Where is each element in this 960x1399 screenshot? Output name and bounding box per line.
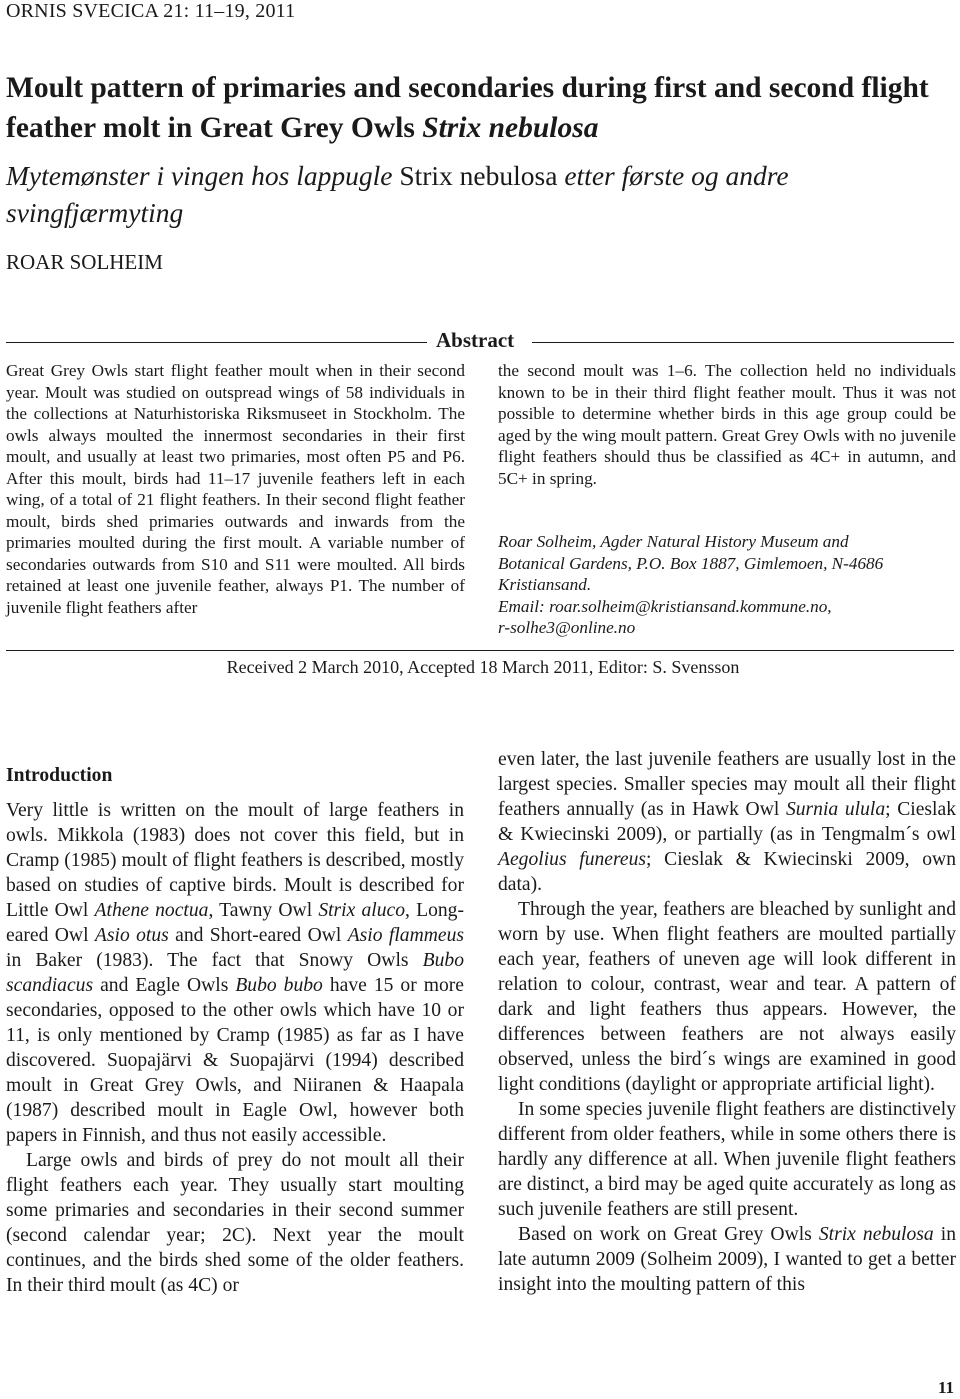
page-number: 11 (937, 1378, 954, 1397)
section-heading-introduction: Introduction (6, 765, 113, 786)
abstract-column-right (498, 360, 956, 639)
title-text: Moult pattern of primaries and secondaries during first and second flight feather molt in Great Grey Owls (6, 72, 929, 144)
author-name: ROAR SOLHEIM (6, 250, 163, 274)
author-affiliation (498, 531, 956, 639)
abstract-rule-right (532, 342, 954, 343)
abstract-heading: Abstract (436, 328, 515, 352)
article-title (6, 68, 946, 148)
body-paragraph: Through the year, feathers are bleached by sunlight and worn by use. When flight feathers are moulted partially each year, feathers of uneven age will look different in relation to colour, contrast, wear and tear. A pattern of dark and light feathers thus appears. However, the differences between feathers are not always easily observed, unless the bird´s wings are examined in good light conditions (daylight or appropriate artificial light). (498, 899, 956, 1095)
body-paragraph: Very little is written on the moult of large feathers in owls. Mikkola (1983) does not cover this field, but in Cramp (1985) moult of flight feathers is described, mostly based on studies of captive birds. Moult is described for Little Owl Athene noctua, Tawny Owl Strix aluco, Long-eared Owl Asio otus and Short-eared Owl Asio flammeus in Baker (1983). The fact that Snowy Owls Bubo scandiacus and Eagle Owls Bubo bubo have 15 or more secondaries, opposed to the other owls which have 10 or 11, is only mentioned by Cramp (1985) as far as I have discovered. Suopajärvi & Suopajärvi (1994) described moult in Great Grey Owls, and Niiranen & Haapala (1987) described moult in Eagle Owl, however both papers in Finnish, and thus not easily accessible. (6, 800, 465, 1146)
abstract-bottom-rule (6, 650, 954, 651)
body-paragraph: In some species juvenile flight feathers are distinctively different from older feathers, while in some others there is hardly any difference at all. When juvenile flight feathers are distinct, a bird may be aged quite accurately as long as such juvenile feathers are still present. (498, 1099, 956, 1220)
subtitle-part2: etter første og andre svingfjærmyting (6, 160, 789, 228)
affiliation-email[interactable]: r-solhe3@online.no (498, 618, 636, 637)
body-paragraph: Large owls and birds of prey do not moult all their flight feathers each year. They usually start moulting some primaries and secondaries in their second summer (second calendar year; 2C). Next year the moult continues, and the birds shed some of the older feathers. In their third moult (as 4C) or (6, 1150, 464, 1296)
abstract-text-left: Great Grey Owls start flight feather moult when in their second year. Moult was studied on outspread wings of 58 individuals in the collections at Naturhistoriska Riksmuseet in Stockholm. The owls always moulted the innermost secondaries in their first moult, and usually at least two primaries, most often P5 and P6. After this moult, birds had 11–17 juvenile feathers left in each wing, of a total of 21 flight feathers. In their second flight feather moult, birds shed primaries outwards and inwards from the primaries moulted during the first moult. A variable number of secondaries outwards from S10 and S11 were moulted. All birds retained at least one juvenile feather, always P1. The number of juvenile flight feathers after (6, 361, 465, 617)
affiliation-line: Kristiansand. (498, 575, 592, 594)
abstract-heading-bar (6, 328, 954, 356)
subtitle-part1: Mytemønster i vingen hos lappugle (6, 160, 400, 191)
abstract-column-left (6, 360, 465, 618)
abstract-text-right: the second moult was 1–6. The collection held no individuals known to be in their third flight feather moult. Thus it was not possible to determine whether birds in this age group could be aged by the wing moult pattern. Great Grey Owls with no juvenile flight feathers should thus be classified as 4C+ in autumn, and 5C+ in spring. (498, 361, 956, 488)
affiliation-line: Botanical Gardens, P.O. Box 1887, Gimlemoen, N-4686 (498, 553, 884, 573)
affiliation-line: Roar Solheim, Agder Natural History Museum and (498, 532, 849, 551)
title-species: Strix nebulosa (422, 112, 599, 144)
affiliation-email[interactable]: Email: roar.solheim@kristiansand.kommune.no, (498, 596, 832, 616)
body-paragraph: Based on work on Great Grey Owls Strix nebulosa in late autumn 2009 (Solheim 2009), I wanted to get a better insight into the moulting pattern of this (498, 1224, 956, 1295)
journal-header: ORNIS SVECICA 21: 11–19, 2011 (6, 0, 296, 22)
abstract-rule-left (6, 342, 427, 343)
body-paragraph: even later, the last juvenile feathers are usually lost in the largest species. Smaller species may moult all their flight feathers annually (as in Hawk Owl Surnia ulula; Cieslak & Kwiecinski 2009), or partially (as in Tengmalm´s owl Aegolius funereus; Cieslak & Kwiecinski 2009, own data). (498, 749, 956, 895)
body-column-left (6, 763, 464, 1298)
received-line: Received 2 March 2010, Accepted 18 March 2011, Editor: S. Svensson (226, 657, 740, 677)
subtitle-species: Strix nebulosa (399, 160, 558, 191)
article-subtitle (6, 157, 946, 231)
body-column-right (498, 747, 956, 1297)
